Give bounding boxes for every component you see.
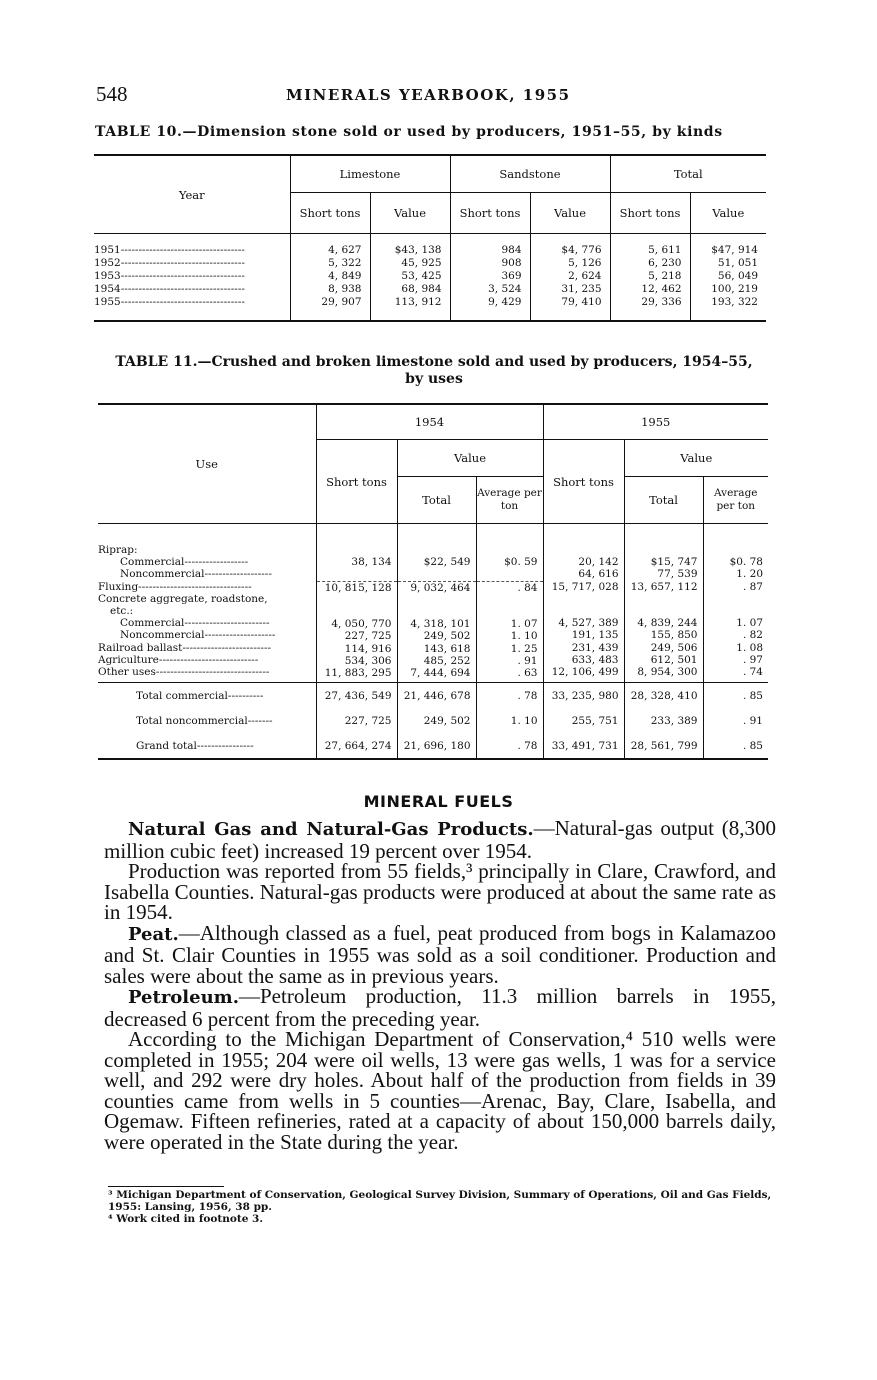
table11-caption-line2: by uses bbox=[405, 371, 463, 387]
table-cell: 193, 322 bbox=[711, 296, 758, 308]
table-cell bbox=[544, 605, 624, 617]
year-cell: 1955----------------------------------- bbox=[94, 296, 245, 308]
table-cell bbox=[398, 606, 476, 618]
table-cell: . 78 bbox=[476, 683, 543, 709]
table10-group-header: Sandstone bbox=[450, 155, 610, 193]
table11-subheader: Short tons bbox=[316, 440, 397, 524]
table-cell: 612, 501 bbox=[650, 653, 698, 666]
table-cell: 1. 07 bbox=[510, 618, 538, 631]
table-cell: 4, 839, 244 bbox=[637, 617, 698, 630]
table-cell: 2, 624 bbox=[568, 270, 602, 282]
table-cell: 113, 912 bbox=[394, 296, 442, 308]
table-cell: 53, 425 bbox=[401, 270, 442, 282]
table-cell: $4, 776 bbox=[561, 244, 602, 256]
table11-use-header: Use bbox=[98, 404, 316, 524]
table-cell: 4, 849 bbox=[328, 270, 362, 282]
table11-subheader: Value bbox=[397, 440, 543, 477]
use-label: Concrete aggregate, roadstone, bbox=[98, 592, 268, 605]
y1954-avg-col bbox=[476, 524, 543, 683]
table-cell: 12, 106, 499 bbox=[551, 665, 619, 678]
use-label: Agriculture---------------------------- bbox=[98, 653, 259, 666]
table-cell: 1. 20 bbox=[736, 568, 763, 581]
table-cell bbox=[625, 593, 703, 605]
table10-years-col bbox=[94, 234, 290, 322]
table-cell: $43, 138 bbox=[394, 244, 442, 256]
year-cell: 1951----------------------------------- bbox=[94, 244, 245, 256]
table-cell: 8, 954, 300 bbox=[637, 665, 698, 678]
table-cell: 231, 439 bbox=[571, 641, 619, 654]
table-cell: 1. 10 bbox=[476, 708, 543, 733]
table-cell bbox=[317, 568, 397, 580]
y1955-tons-col bbox=[543, 524, 624, 683]
table-cell: 29, 336 bbox=[641, 296, 682, 308]
table-cell: $22, 549 bbox=[423, 556, 471, 569]
table-cell: 100, 219 bbox=[711, 283, 758, 295]
y1955-avg-col bbox=[703, 524, 768, 683]
table-cell bbox=[704, 593, 769, 605]
use-label: Noncommercial-------------------- bbox=[120, 629, 276, 642]
sandstone-tons-col bbox=[450, 234, 530, 322]
table-cell bbox=[317, 544, 397, 556]
total-label: Total noncommercial------- bbox=[136, 714, 273, 727]
limestone-tons-col bbox=[290, 234, 370, 322]
table-cell: 45, 925 bbox=[401, 257, 442, 269]
sandstone-value-col bbox=[530, 234, 610, 322]
table-cell: $47, 914 bbox=[711, 244, 758, 256]
table-cell: . 97 bbox=[742, 653, 763, 666]
table11-subheader: Value bbox=[624, 440, 768, 477]
table11-total-row bbox=[98, 733, 768, 759]
table-cell: 8, 938 bbox=[328, 283, 362, 295]
table-cell: 227, 725 bbox=[344, 630, 392, 643]
table-cell: 1. 25 bbox=[510, 642, 538, 655]
table-cell: . 74 bbox=[742, 665, 763, 678]
table-cell: 1. 10 bbox=[510, 630, 538, 643]
table11 bbox=[98, 403, 768, 760]
table-cell: . 91 bbox=[517, 654, 538, 667]
table-cell bbox=[398, 544, 476, 556]
table-cell bbox=[317, 606, 397, 618]
table-cell: 79, 410 bbox=[561, 296, 602, 308]
use-label: Noncommercial------------------- bbox=[120, 568, 272, 581]
total-label: Total commercial---------- bbox=[98, 683, 316, 709]
table11-subheader: Short tons bbox=[543, 440, 624, 524]
table10-subheader: Value bbox=[530, 193, 610, 234]
table-cell: $0. 59 bbox=[504, 556, 538, 569]
paragraph: Production was reported from 55 fields,³ principally in Clare, Crawford, and Isabella Counties. Natural-gas products were produced at about the same rate as in 1954. bbox=[104, 859, 776, 924]
table-cell: 233, 389 bbox=[624, 708, 703, 733]
table-cell: 28, 561, 799 bbox=[624, 733, 703, 759]
table-cell: . 85 bbox=[703, 733, 768, 759]
table-cell: 6, 230 bbox=[648, 257, 682, 269]
table-cell: . 82 bbox=[742, 629, 763, 642]
table11-total-row bbox=[98, 683, 768, 709]
footnote: ⁴ Work cited in footnote 3. bbox=[108, 1213, 264, 1225]
paragraph-lead: Natural Gas and Natural-Gas Products. bbox=[128, 819, 534, 840]
running-head bbox=[96, 82, 768, 110]
year-cell: 1953----------------------------------- bbox=[94, 270, 245, 282]
table-cell: 64, 616 bbox=[578, 568, 619, 581]
table-cell: 369 bbox=[501, 270, 522, 282]
table-cell: 485, 252 bbox=[423, 654, 471, 667]
y1955-total-col bbox=[624, 524, 703, 683]
table-cell bbox=[544, 544, 624, 556]
body-text bbox=[104, 818, 776, 1152]
table-cell: $0. 78 bbox=[729, 556, 763, 569]
table-cell: 13, 657, 112 bbox=[630, 580, 698, 593]
table11-subheader: Average per ton bbox=[476, 477, 543, 524]
table-cell: 29, 907 bbox=[321, 296, 362, 308]
table11-year-header: 1954 bbox=[316, 404, 543, 440]
limestone-value-col bbox=[370, 234, 450, 322]
table-cell: $15, 747 bbox=[650, 556, 698, 569]
table11-subheader: Total bbox=[397, 477, 476, 524]
table-cell: 155, 850 bbox=[650, 629, 698, 642]
paragraph-lead: Peat. bbox=[128, 923, 179, 945]
table-cell: 3, 524 bbox=[488, 283, 522, 295]
table-cell: 51, 051 bbox=[717, 257, 758, 269]
table-cell: 4, 318, 101 bbox=[410, 618, 471, 631]
table11-subheader: Total bbox=[624, 477, 703, 524]
table-cell bbox=[477, 568, 543, 580]
year-cell: 1952----------------------------------- bbox=[94, 257, 245, 269]
table-cell: 9, 429 bbox=[488, 296, 522, 308]
table-cell: 9, 032, 464 bbox=[398, 581, 476, 594]
table-cell: 4, 527, 389 bbox=[558, 617, 619, 630]
total-label: Grand total---------------- bbox=[136, 739, 254, 752]
use-label: Other uses-------------------------------- bbox=[98, 665, 270, 678]
use-label: etc.: bbox=[110, 604, 134, 617]
table-cell: 1. 07 bbox=[736, 617, 763, 630]
page-number: 548 bbox=[96, 82, 128, 106]
table-cell: . 85 bbox=[703, 683, 768, 709]
table-cell: 534, 306 bbox=[344, 654, 392, 667]
table11-subheader: Average per ton bbox=[703, 477, 768, 524]
running-title: MINERALS YEARBOOK, 1955 bbox=[286, 86, 571, 104]
table-cell: 4, 627 bbox=[328, 244, 362, 256]
table-cell: 249, 502 bbox=[423, 630, 471, 643]
table-cell: 12, 462 bbox=[641, 283, 682, 295]
table-cell bbox=[544, 593, 624, 605]
table-cell: 38, 134 bbox=[351, 556, 392, 569]
table-cell: 227, 725 bbox=[316, 708, 397, 733]
table-cell: 20, 142 bbox=[578, 556, 619, 569]
table-cell: 33, 235, 980 bbox=[543, 683, 624, 709]
table-cell bbox=[398, 594, 476, 606]
table-cell: 27, 436, 549 bbox=[316, 683, 397, 709]
section-title: MINERAL FUELS bbox=[363, 792, 514, 811]
table-cell: 56, 049 bbox=[717, 270, 758, 282]
table11-year-header: 1955 bbox=[543, 404, 768, 440]
table-cell: . 87 bbox=[742, 580, 763, 593]
table11-caption bbox=[98, 354, 770, 388]
table-cell: 21, 446, 678 bbox=[397, 683, 476, 709]
table-cell: 5, 611 bbox=[648, 244, 682, 256]
table10-group-header: Total bbox=[610, 155, 766, 193]
table10-subheader: Short tons bbox=[290, 193, 370, 234]
table10-group-header: Limestone bbox=[290, 155, 450, 193]
table-cell: 4, 050, 770 bbox=[331, 618, 392, 631]
table-cell: 31, 235 bbox=[561, 283, 602, 295]
use-label: Commercial------------------ bbox=[120, 556, 249, 569]
table-cell bbox=[398, 568, 476, 580]
use-label: Fluxing-------------------------------- bbox=[98, 580, 252, 593]
table-cell: 11, 883, 295 bbox=[324, 666, 392, 679]
y1954-tons-col bbox=[316, 524, 397, 683]
table-cell bbox=[625, 544, 703, 556]
table11-caption-line1: TABLE 11.—Crushed and broken limestone sold and used by producers, 1954–55, bbox=[115, 354, 753, 370]
table-cell bbox=[477, 606, 543, 618]
paragraph-lead: Petroleum. bbox=[128, 987, 239, 1008]
table-cell: 15, 717, 028 bbox=[551, 580, 619, 593]
table-cell: 908 bbox=[501, 257, 522, 269]
paragraph: Natural Gas and Natural-Gas Products.—Natural-gas output (8,300 million cubic feet) increased 19 percent over 1954. bbox=[104, 816, 776, 863]
table-cell: . 91 bbox=[703, 708, 768, 733]
table-cell: . 84 bbox=[477, 581, 543, 594]
table-cell: 28, 328, 410 bbox=[624, 683, 703, 709]
table-cell: 5, 322 bbox=[328, 257, 362, 269]
table-cell: 21, 696, 180 bbox=[397, 733, 476, 759]
table-cell: 1. 08 bbox=[736, 641, 763, 654]
table-cell: 77, 539 bbox=[657, 568, 698, 581]
y1954-total-col bbox=[397, 524, 476, 683]
total-tons-col bbox=[610, 234, 690, 322]
table-cell: 255, 751 bbox=[543, 708, 624, 733]
table-cell: 68, 984 bbox=[401, 283, 442, 295]
table-cell: 143, 618 bbox=[423, 642, 471, 655]
table10-caption: TABLE 10.—Dimension stone sold or used by producers, 1951–55, by kinds bbox=[95, 124, 723, 140]
table10-subheader: Short tons bbox=[610, 193, 690, 234]
table-cell: 27, 664, 274 bbox=[316, 733, 397, 759]
table-cell: 7, 444, 694 bbox=[410, 666, 471, 679]
total-value-col bbox=[690, 234, 766, 322]
table10-subheader: Value bbox=[690, 193, 766, 234]
table-cell: 5, 126 bbox=[568, 257, 602, 269]
use-label: Railroad ballast------------------------- bbox=[98, 641, 272, 654]
table-cell bbox=[477, 544, 543, 556]
table10 bbox=[94, 154, 766, 322]
table-cell: 191, 135 bbox=[571, 629, 619, 642]
table11-total-row bbox=[98, 708, 768, 733]
table-cell: 5, 218 bbox=[648, 270, 682, 282]
paragraph: Peat.—Although classed as a fuel, peat produced from bogs in Kalamazoo and St. Clair Counties in 1955 was sold as a soil conditioner. Production and sales were about the same as in previous years. bbox=[104, 920, 776, 988]
paragraph: Petroleum.—Petroleum production, 11.3 million barrels in 1955, decreased 6 percent from the preceding year. bbox=[104, 984, 776, 1031]
table-cell: 249, 506 bbox=[650, 641, 698, 654]
table-cell: . 78 bbox=[476, 733, 543, 759]
footnotes bbox=[108, 1189, 776, 1225]
table11-uses-col bbox=[98, 524, 316, 683]
table-cell: 114, 916 bbox=[344, 642, 392, 655]
year-cell: 1954----------------------------------- bbox=[94, 283, 245, 295]
table10-subheader: Short tons bbox=[450, 193, 530, 234]
table-cell: 633, 483 bbox=[571, 653, 619, 666]
use-label: Riprap: bbox=[98, 544, 138, 556]
table-cell bbox=[704, 605, 769, 617]
footnote-rule bbox=[108, 1186, 224, 1187]
table-cell: 33, 491, 731 bbox=[543, 733, 624, 759]
use-label: Commercial------------------------ bbox=[120, 617, 270, 630]
footnote: ³ Michigan Department of Conservation, Geological Survey Division, Summary of Operations, Oil and Gas Fields, 1955: Lansing, 1956, 38 pp. bbox=[108, 1189, 772, 1213]
table-cell bbox=[704, 544, 769, 556]
table-cell: 10, 815, 128 bbox=[317, 581, 397, 594]
table-cell: 249, 502 bbox=[397, 708, 476, 733]
table-cell: 984 bbox=[501, 244, 522, 256]
table10-subheader: Value bbox=[370, 193, 450, 234]
table-cell bbox=[625, 605, 703, 617]
paragraph: According to the Michigan Department of Conservation,⁴ 510 wells were completed in 1955; 204 were oil wells, 13 were gas wells, 1 was for a service well, and 292 were dry holes. About half of the production from fields in 39 counties came from wells in 5 counties—Arenac, Bay, Clare, Isabella, and Ogemaw. Fifteen refineries, rated at a capacity of about 150,000 barrels daily, were operated in the State during the year. bbox=[104, 1027, 776, 1154]
table-cell bbox=[477, 594, 543, 606]
table10-year-header: Year bbox=[94, 155, 290, 234]
table-cell: . 63 bbox=[517, 666, 538, 679]
table-cell bbox=[317, 594, 397, 606]
